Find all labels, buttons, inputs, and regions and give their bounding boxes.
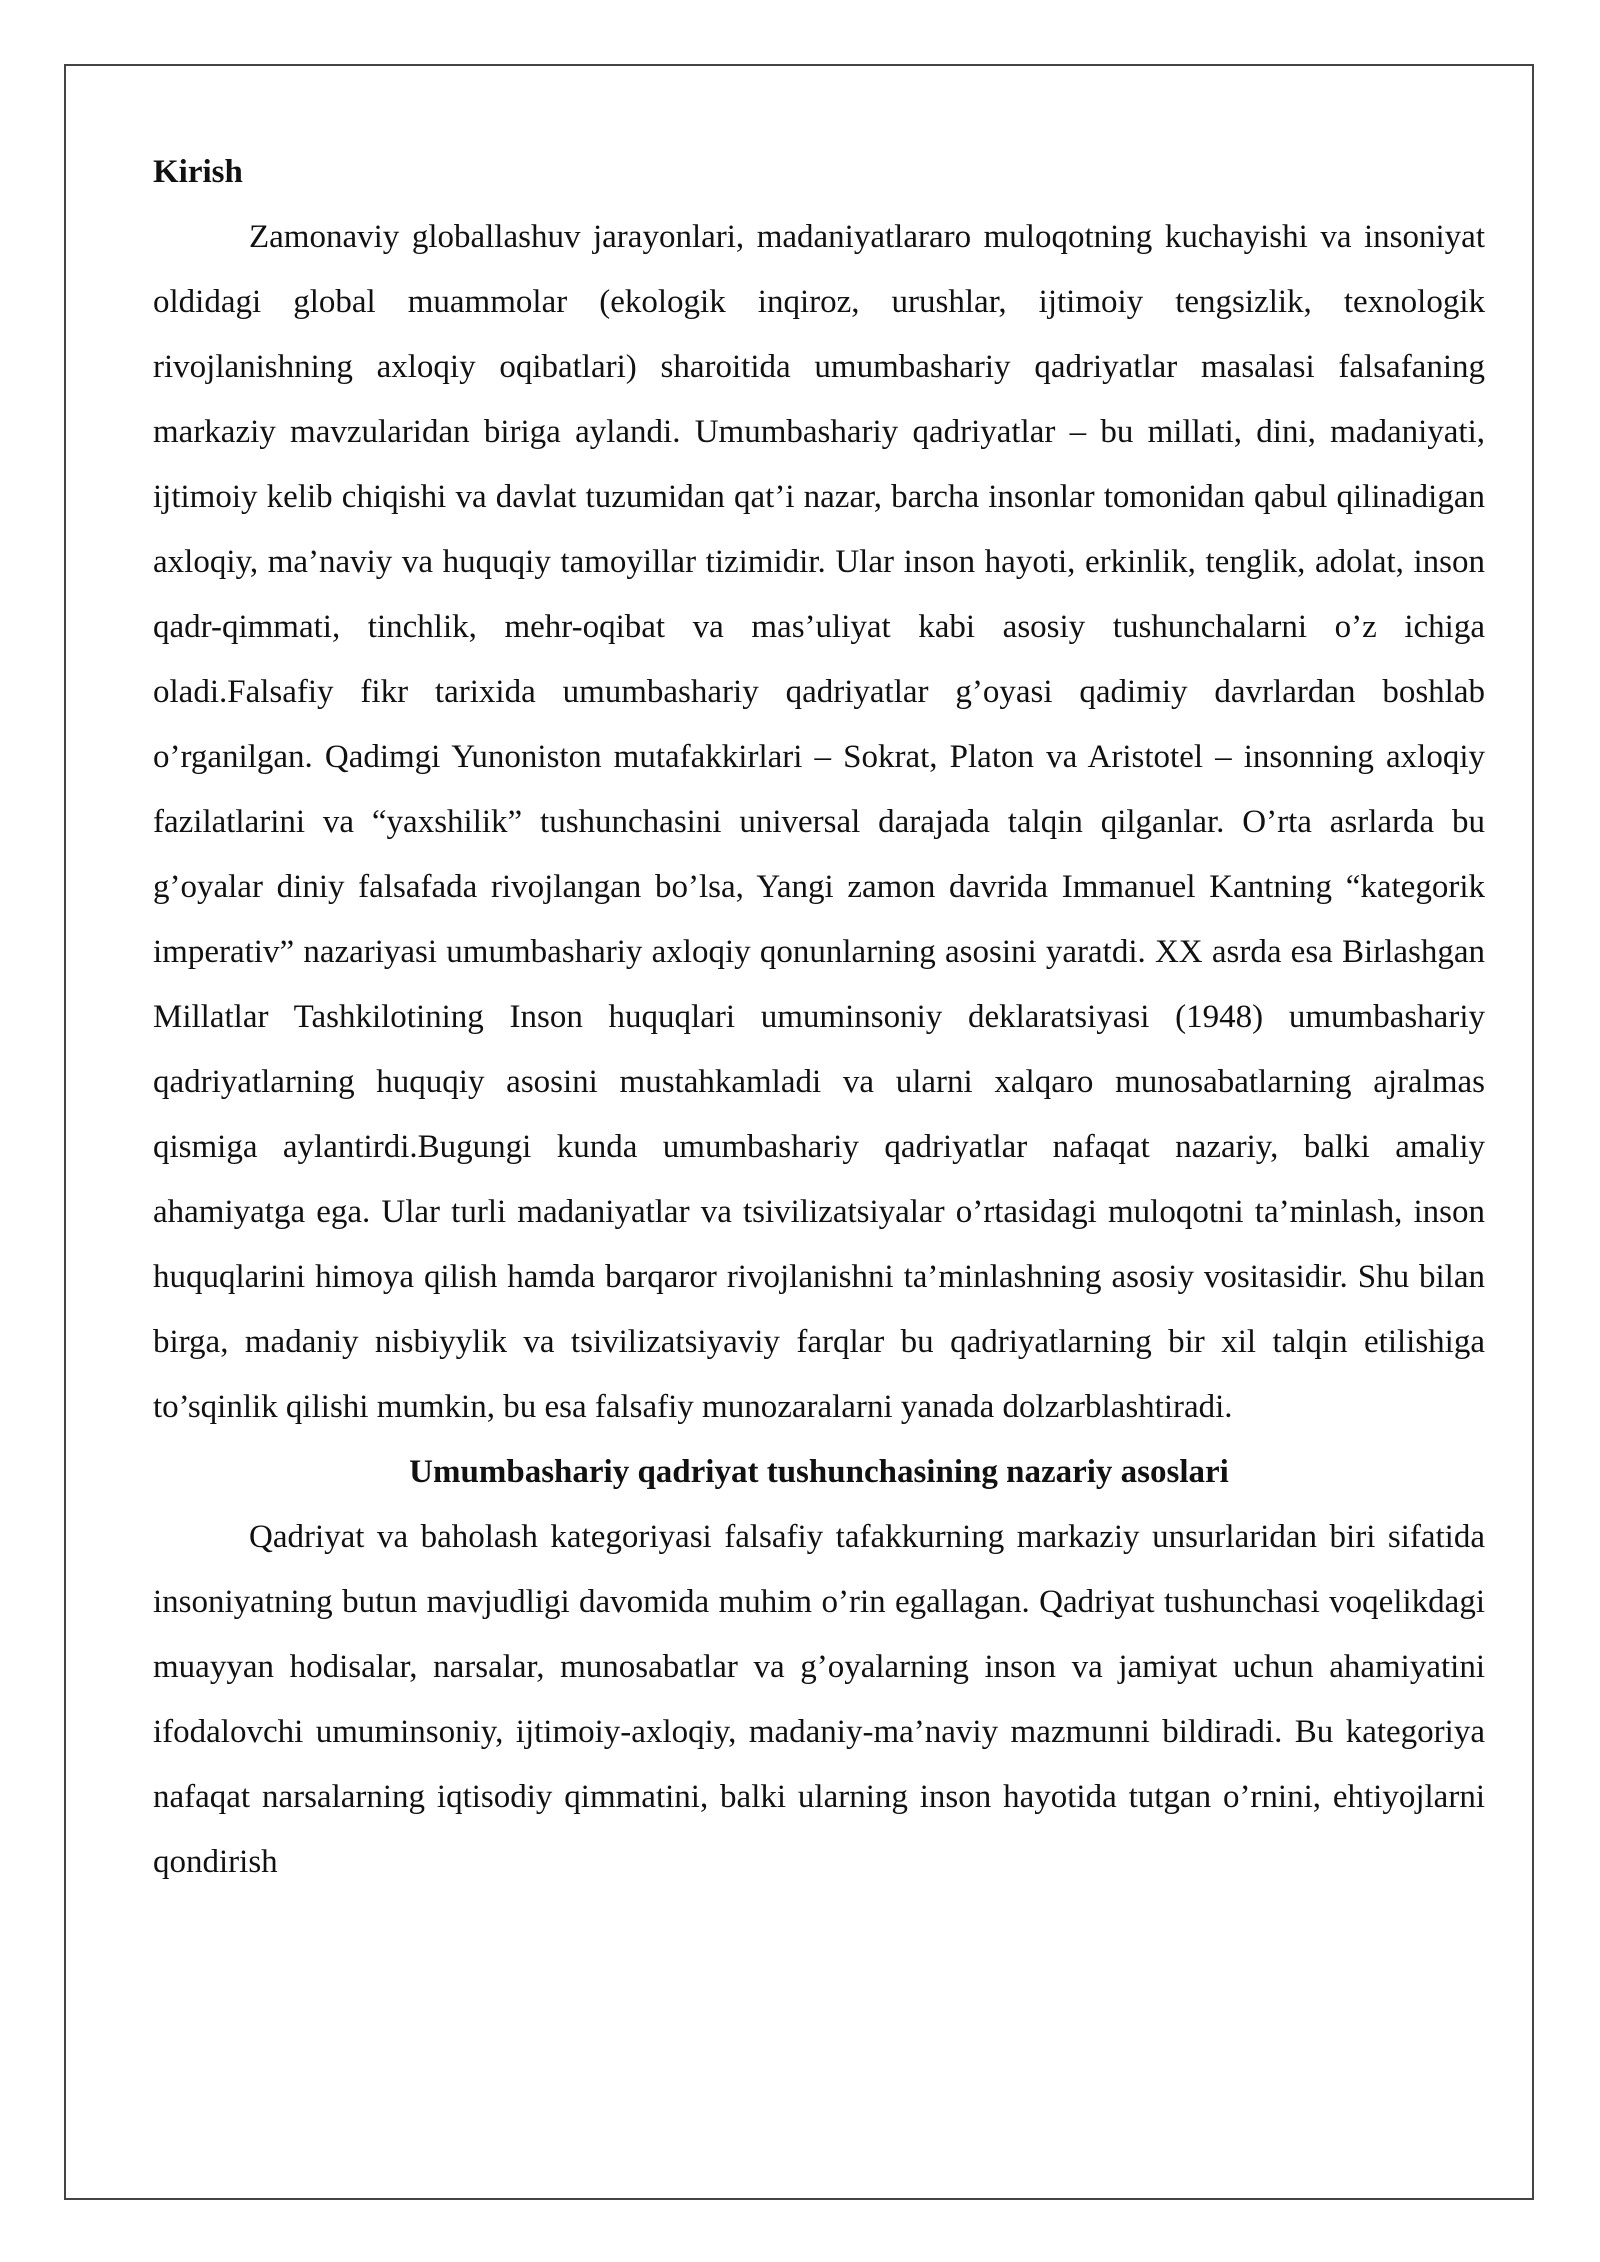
intro-paragraph: Zamonaviy globallashuv jarayonlari, madaniyatlararo muloqotning kuchayishi va insoniyat oldidagi global muammolar (ekologik inqiroz, urushlar, ijtimoiy tengsizlik, texnologik rivojlanishning axloqiy oqibatlari) sharoitida umumbashariy qadriyatlar masalasi falsafaning markaziy mavzularidan biriga aylandi. Umumbashariy qadriyatlar – bu millati, dini, madaniyati, ijtimoiy kelib chiqishi va davlat tuzumidan qat’i nazar, barcha insonlar tomonidan qabul qilinadigan axloqiy, ma’naviy va huquqiy tamoyillar tizimidir. Ular inson hayoti, erkinlik, tenglik, adolat, inson qadr-qimmati, tinchlik, mehr-oqibat va mas’uliyat kabi asosiy tushunchalarni o’z ichiga oladi.Falsafiy fikr tarixida umumbashariy qadriyatlar g’oyasi qadimiy davrlardan boshlab o’rganilgan. Qadimgi Yunoniston mutafakkirlari – Sokrat, Platon va Aristotel – insonning axloqiy fazilatlarini va “yaxshilik” tushunchasini universal darajada talqin qilganlar. O’rta asrlarda bu g’oyalar diniy falsafada rivojlangan bo’lsa, Yangi zamon davrida Immanuel Kantning “kategorik imperativ” nazariyasi umumbashariy axloqiy qonunlarning asosini yaratdi. XX asrda esa Birlashgan Millatlar Tashkilotining Inson huquqlari umuminsoniy deklaratsiyasi (1948) umumbashariy qadriyatlarning huquqiy asosini mustahkamladi va ularni xalqaro munosabatlarning ajralmas qismiga aylantirdi.Bugungi kunda umumbashariy qadriyatlar nafaqat nazariy, balki amaliy ahamiyatga ega. Ular turli madaniyatlar va tsivilizatsiyalar o’rtasidagi muloqotni ta’minlash, inson huquqlarini himoya qilish hamda barqaror rivojlanishni ta’minlashning asosiy vositasidir. Shu bilan birga, madaniy nisbiyylik va tsivilizatsiyaviy farqlar bu qadriyatlarning bir xil talqin etilishiga to’sqinlik qilishi mumkin, bu esa falsafiy munozaralarni yanada dolzarblashtiradi. xyxy=(153,219,1485,1425)
section-heading: Umumbashariy qadriyat tushunchasining nazariy asoslari xyxy=(409,1454,1229,1490)
section-paragraph: Qadriyat va baholash kategoriyasi falsafiy tafakkurning markaziy unsurlaridan biri sifatida insoniyatning butun mavjudligi davomida muhim o’rin egallagan. Qadriyat tushunchasi voqelikdagi muayyan hodisalar, narsalar, munosabatlar va g’oyalarning inson va jamiyat uchun ahamiyatini ifodalovchi umuminsoniy, ijtimoiy-axloqiy, madaniy-ma’naviy mazmunni bildiradi. Bu kategoriya nafaqat narsalarning iqtisodiy qimmatini, balki ularning inson hayotida tutgan o’rnini, ehtiyojlarni qondirish xyxy=(153,1519,1485,1880)
document-body xyxy=(153,140,1485,1895)
intro-heading: Kirish xyxy=(153,154,243,190)
